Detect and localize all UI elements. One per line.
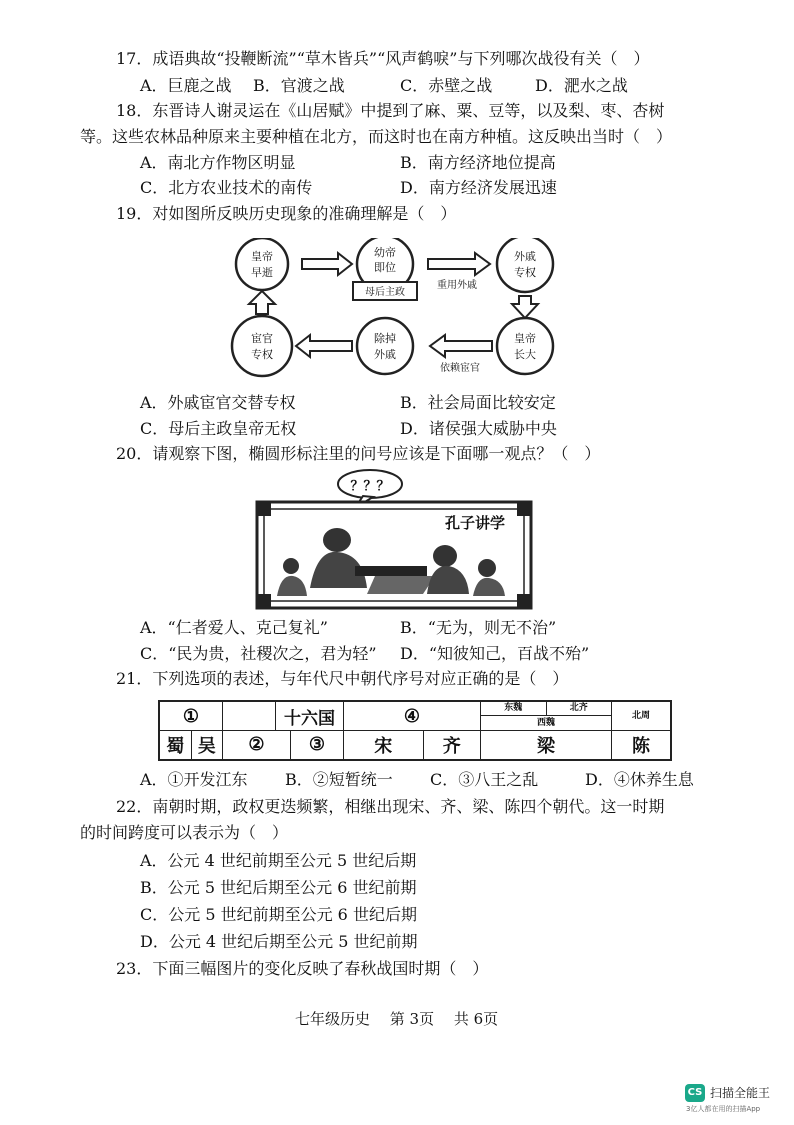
q21-stem: 21．下列选项的表述，与年代尺中朝代序号对应正确的是（ ） xyxy=(116,669,569,688)
student3-head xyxy=(283,558,299,574)
empress-rule-label: 母后主政 xyxy=(365,287,405,298)
node-consort-clan-power-line2: 专权 xyxy=(514,266,536,279)
q17-option-d[interactable]: D．淝水之战 xyxy=(535,76,628,95)
q19-option-a[interactable]: A．外戚宦官交替专权 xyxy=(140,393,296,412)
q22-option-d[interactable]: D．公元 4 世纪后期至公元 5 世纪前期 xyxy=(140,932,418,951)
node-consort-clan-power xyxy=(497,238,553,292)
ruler-shu: 蜀 xyxy=(159,731,191,760)
node-young-emperor-line2: 即位 xyxy=(374,261,396,274)
frame-corner xyxy=(517,594,531,608)
q18-option-d[interactable]: D．南方经济发展迅速 xyxy=(400,178,557,197)
node-emperor-grows-up-line1: 皇帝 xyxy=(514,332,536,345)
q22-stem-line2: 的时间跨度可以表示为（ ） xyxy=(80,823,289,842)
node-emperor-grows-up-line2: 长大 xyxy=(514,348,536,361)
q17-option-a[interactable]: A．巨鹿之战 xyxy=(140,76,232,95)
arrow-right-2 xyxy=(428,253,490,275)
node-eunuch-power-line1: 宦官 xyxy=(251,332,273,345)
scanner-tagline: 3亿人都在用的扫描App xyxy=(686,1105,761,1113)
node-emperor-grows-up xyxy=(497,318,553,374)
page-footer: 七年级历史 第 3页 共 6页 xyxy=(295,1010,499,1028)
scanner-logo-icon: CS xyxy=(685,1084,705,1102)
q17-stem: 17．成语典故“投鞭断流”“草木皆兵”“风声鹤唳”与下列哪次战役有关（ ） xyxy=(116,49,650,68)
picture-caption: 孔子讲学 xyxy=(445,514,506,532)
ruler-liang: 梁 xyxy=(481,731,612,760)
node-remove-consort-clan-line1: 除掉 xyxy=(374,332,396,345)
q19-option-d[interactable]: D．诸侯强大威胁中央 xyxy=(400,419,557,438)
ruler-chen: 陈 xyxy=(612,731,672,760)
q20-option-a[interactable]: A．“仁者爱人、克己复礼” xyxy=(140,618,328,637)
confucius-head xyxy=(323,528,351,552)
node-remove-consort-clan xyxy=(357,318,413,374)
arrow-left-2 xyxy=(296,335,352,357)
arrow-down xyxy=(512,296,538,318)
q21-option-d[interactable]: D．④休养生息 xyxy=(585,770,694,789)
frame-corner xyxy=(257,594,271,608)
node-young-emperor-line1: 幼帝 xyxy=(374,246,396,259)
node-consort-clan-power-line1: 外戚 xyxy=(514,250,536,263)
q22-stem-line1: 22．南朝时期，政权更迭频繁，相继出现宋、齐、梁、陈四个朝代。这一时期 xyxy=(116,797,665,816)
q18-stem-line2: 等。这些农林品种原来主要种植在北方，而这时也在南方种植。这反映出当时（ ） xyxy=(80,127,673,146)
q23-stem: 23．下面三幅图片的变化反映了春秋战国时期（ ） xyxy=(116,959,489,978)
node-emperor-dies-early-line1: 皇帝 xyxy=(251,250,273,263)
q20-stem: 20．请观察下图，椭圆形标注里的问号应该是下面哪一观点？（ ） xyxy=(116,444,601,463)
q22-option-a[interactable]: A．公元 4 世纪前期至公元 5 世纪后期 xyxy=(140,851,417,870)
student-head xyxy=(433,545,457,567)
ruler-north-qi: 北齐 xyxy=(546,702,612,715)
node-eunuch-power-line2: 专权 xyxy=(251,348,273,361)
ruler-song: 宋 xyxy=(344,731,424,760)
q21-option-c[interactable]: C．③八王之乱 xyxy=(430,770,539,789)
node-remove-consort-clan-line2: 外戚 xyxy=(374,348,396,361)
q19-option-c[interactable]: C．母后主政皇帝无权 xyxy=(140,419,297,438)
node-emperor-dies-early-line2: 早逝 xyxy=(251,266,273,279)
label-rely-on-consort-clan: 重用外戚 xyxy=(437,280,477,291)
ruler-west-wei: 西魏 xyxy=(536,718,555,728)
arrow-left-1 xyxy=(430,335,492,357)
dynasty-timeline-ruler xyxy=(158,700,672,761)
ruler-wu: 吴 xyxy=(191,731,223,760)
q20-option-b[interactable]: B．“无为，则无不治” xyxy=(400,618,557,637)
ruler-east-wei: 东魏 xyxy=(504,703,523,713)
label-rely-on-eunuchs: 依赖宦官 xyxy=(440,363,480,374)
frame-corner xyxy=(517,502,531,516)
speech-bubble-text: ？？？ xyxy=(350,479,390,494)
q22-option-c[interactable]: C．公元 5 世纪前期至公元 6 世纪后期 xyxy=(140,905,417,924)
ruler-sixteen-kingdoms: 十六国 xyxy=(276,701,344,731)
ruler-cell-4: ④ xyxy=(344,701,481,731)
q21-option-b[interactable]: B．②短暂统一 xyxy=(285,770,393,789)
q18-stem-line1: 18．东晋诗人谢灵运在《山居赋》中提到了麻、粟、豆等，以及梨、枣、杏树 xyxy=(116,101,665,120)
node-emperor-dies-early xyxy=(236,238,288,290)
ruler-qi: 齐 xyxy=(423,731,481,760)
q20-option-d[interactable]: D．“知彼知己，百战不殆” xyxy=(400,644,590,663)
node-eunuch-power xyxy=(232,316,292,376)
low-table xyxy=(355,566,427,576)
frame-corner xyxy=(257,502,271,516)
ruler-north-zhou: 北周 xyxy=(612,701,672,731)
q19-cycle-diagram xyxy=(220,238,580,378)
ruler-cell-2: ② xyxy=(223,731,291,760)
q22-option-b[interactable]: B．公元 5 世纪后期至公元 6 世纪前期 xyxy=(140,878,417,897)
q18-option-b[interactable]: B．南方经济地位提高 xyxy=(400,153,556,172)
q19-stem: 19．对如图所反映历史现象的准确理解是（ ） xyxy=(116,204,457,223)
table-mat xyxy=(367,576,435,594)
student2-head xyxy=(478,559,496,577)
ruler-cell-1: ① xyxy=(159,701,223,731)
q21-option-a[interactable]: A．①开发江东 xyxy=(140,770,248,789)
q17-option-c[interactable]: C．赤壁之战 xyxy=(400,76,493,95)
arrow-right-1 xyxy=(302,253,352,275)
q18-option-a[interactable]: A．南北方作物区明显 xyxy=(140,153,296,172)
q17-option-b[interactable]: B．官渡之战 xyxy=(253,76,345,95)
ruler-cell-3: ③ xyxy=(291,731,344,760)
q19-option-b[interactable]: B．社会局面比较安定 xyxy=(400,393,556,412)
q18-option-c[interactable]: C．北方农业技术的南传 xyxy=(140,178,313,197)
confucius-teaching-picture xyxy=(255,468,535,613)
arrow-up xyxy=(249,291,275,314)
q20-option-c[interactable]: C．“民为贵，社稷次之，君为轻” xyxy=(140,644,377,663)
scanner-brand: 扫描全能王 xyxy=(710,1086,771,1100)
